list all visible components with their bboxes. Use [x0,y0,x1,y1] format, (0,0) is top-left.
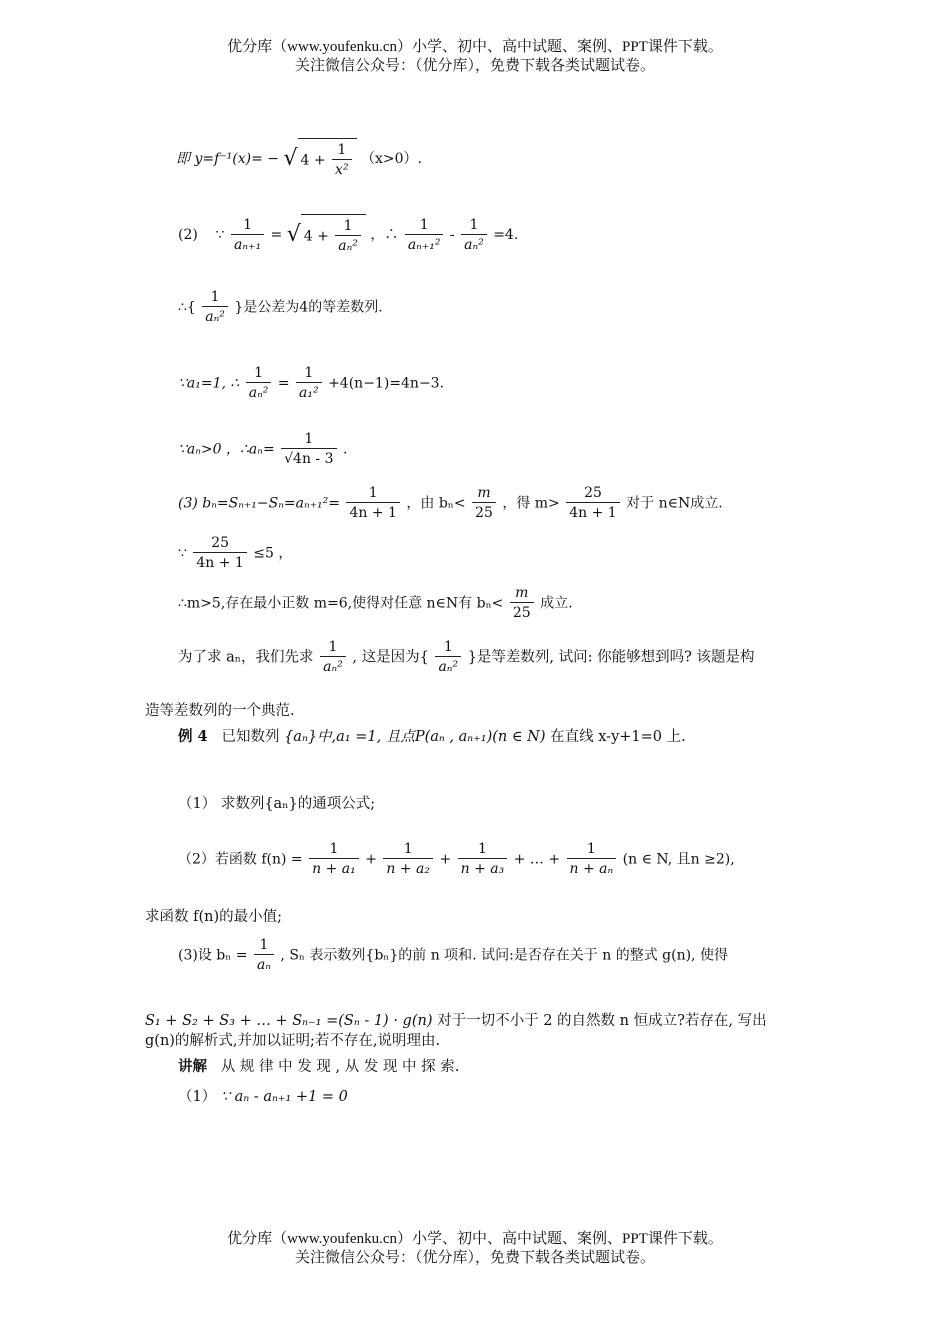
solution-step-1: （1） ∵ aₙ - aₙ₊₁ +1 = 0 [178,1089,348,1105]
footer-line-1: 优分库（www.youfenku.cn）小学、初中、高中试题、案例、PPT课件下载。 [227,1231,723,1247]
sqrt-expression: √ 4 + $\frac{1}{\text{x²}}$ [283,138,356,180]
arithmetic-sequence-statement: ∴{ $\frac{1}{\text{aₙ²}}$ }是公差为4的等差数列. [178,289,383,325]
formula-part-2: (2) ∵ $\frac{1}{\text{aₙ₊₁}}$ = √ 4 + $\frac{1}{\text{aₙ²}}$ ，∴ $\frac{1}{\text{aₙ₊₁²}}$ - $\frac{1}{\text{aₙ²}}$ =4. [178,214,518,256]
example-4-label: 例 4 [178,728,208,745]
question-3-line-3: g(n)的解析式,并加以证明;若不存在,说明理由. [145,1033,441,1049]
solution-label: 讲解 [178,1058,207,1075]
formula-inverse-function: 即 y=f⁻¹(x)= − √ 4 + $\frac{1}{\text{x²}}$ （x>0）. [176,138,422,180]
question-2: （2）若函数 f(n) = $\frac{1}{\text{n + a₁}}$ + $\frac{1}{\text{n + a₂}}$ + $\frac{1}{\text{n + a₃}}$ + … + $\frac{1}{\text{n + aₙ}}$ (n ∈ N, 且n ≥2), [178,841,735,877]
formula-an: ∵aₙ>0 ，∴aₙ= $\frac{1}{√4n - 3}$ . [178,431,348,467]
inequality-line: ∵ $\frac{25}{4n + 1}$ ≤5 ， [178,535,293,571]
commentary-line-2: 造等差数列的一个典范. [145,703,295,719]
question-2-tail: 求函数 f(n)的最小值; [145,909,283,925]
question-1: （1） 求数列{aₙ}的通项公式; [178,796,376,812]
commentary-line-1: 为了求 aₙ，我们先求 $\frac{1}{\text{aₙ²}}$ , 这是因为{ $\frac{1}{\text{aₙ²}}$ }是等差数列, 试问: 你能够想到吗? 该题是构 [178,639,755,675]
solution-heading: 讲解 从 规 律 中 发 现 , 从 发 现 中 探 索. [178,1058,460,1075]
header-line-2: 关注微信公众号：（优分库），免费下载各类试题试卷。 [294,58,655,74]
header-line-1: 优分库（www.youfenku.cn）小学、初中、高中试题、案例、PPT课件下载。 [227,39,723,55]
question-3: (3)设 bₙ = $\frac{1}{\text{aₙ}}$ , Sₙ 表示数列{bₙ}的前 n 项和. 试问:是否存在关于 n 的整式 g(n), 使得 [178,937,728,973]
formula-part-3: (3) bₙ=Sₙ₊₁−Sₙ=aₙ₊₁²= $\frac{1}{4n + 1}$ ，由 bₙ< $\frac{m}{25}$ ，得 m> $\frac{25}{4n + 1}$ 对于 n∈N成立. [178,485,723,521]
conclusion-line: ∴m>5,存在最小正数 m=6,使得对任意 n∈N有 bₙ< $\frac{m}{25}$ 成立. [178,585,573,621]
formula-a1: ∵a₁=1, ∴ $\frac{1}{\text{aₙ²}}$ = $\frac{1}{\text{a₁²}}$ +4(n−1)=4n−3. [178,365,445,401]
example-4-statement: 例 4 已知数列 {aₙ}中,a₁ =1, 且点P(aₙ , aₙ₊₁)(n ∈ N) 在直线 x-y+1=0 上. [178,728,686,745]
question-3-line-2: S₁ + S₂ + S₃ + … + Sₙ₋₁ =(Sₙ - 1) · g(n) 对于一切不小于 2 的自然数 n 恒成立?若存在, 写出 [145,1013,767,1029]
footer-line-2: 关注微信公众号：（优分库），免费下载各类试题试卷。 [294,1250,655,1266]
